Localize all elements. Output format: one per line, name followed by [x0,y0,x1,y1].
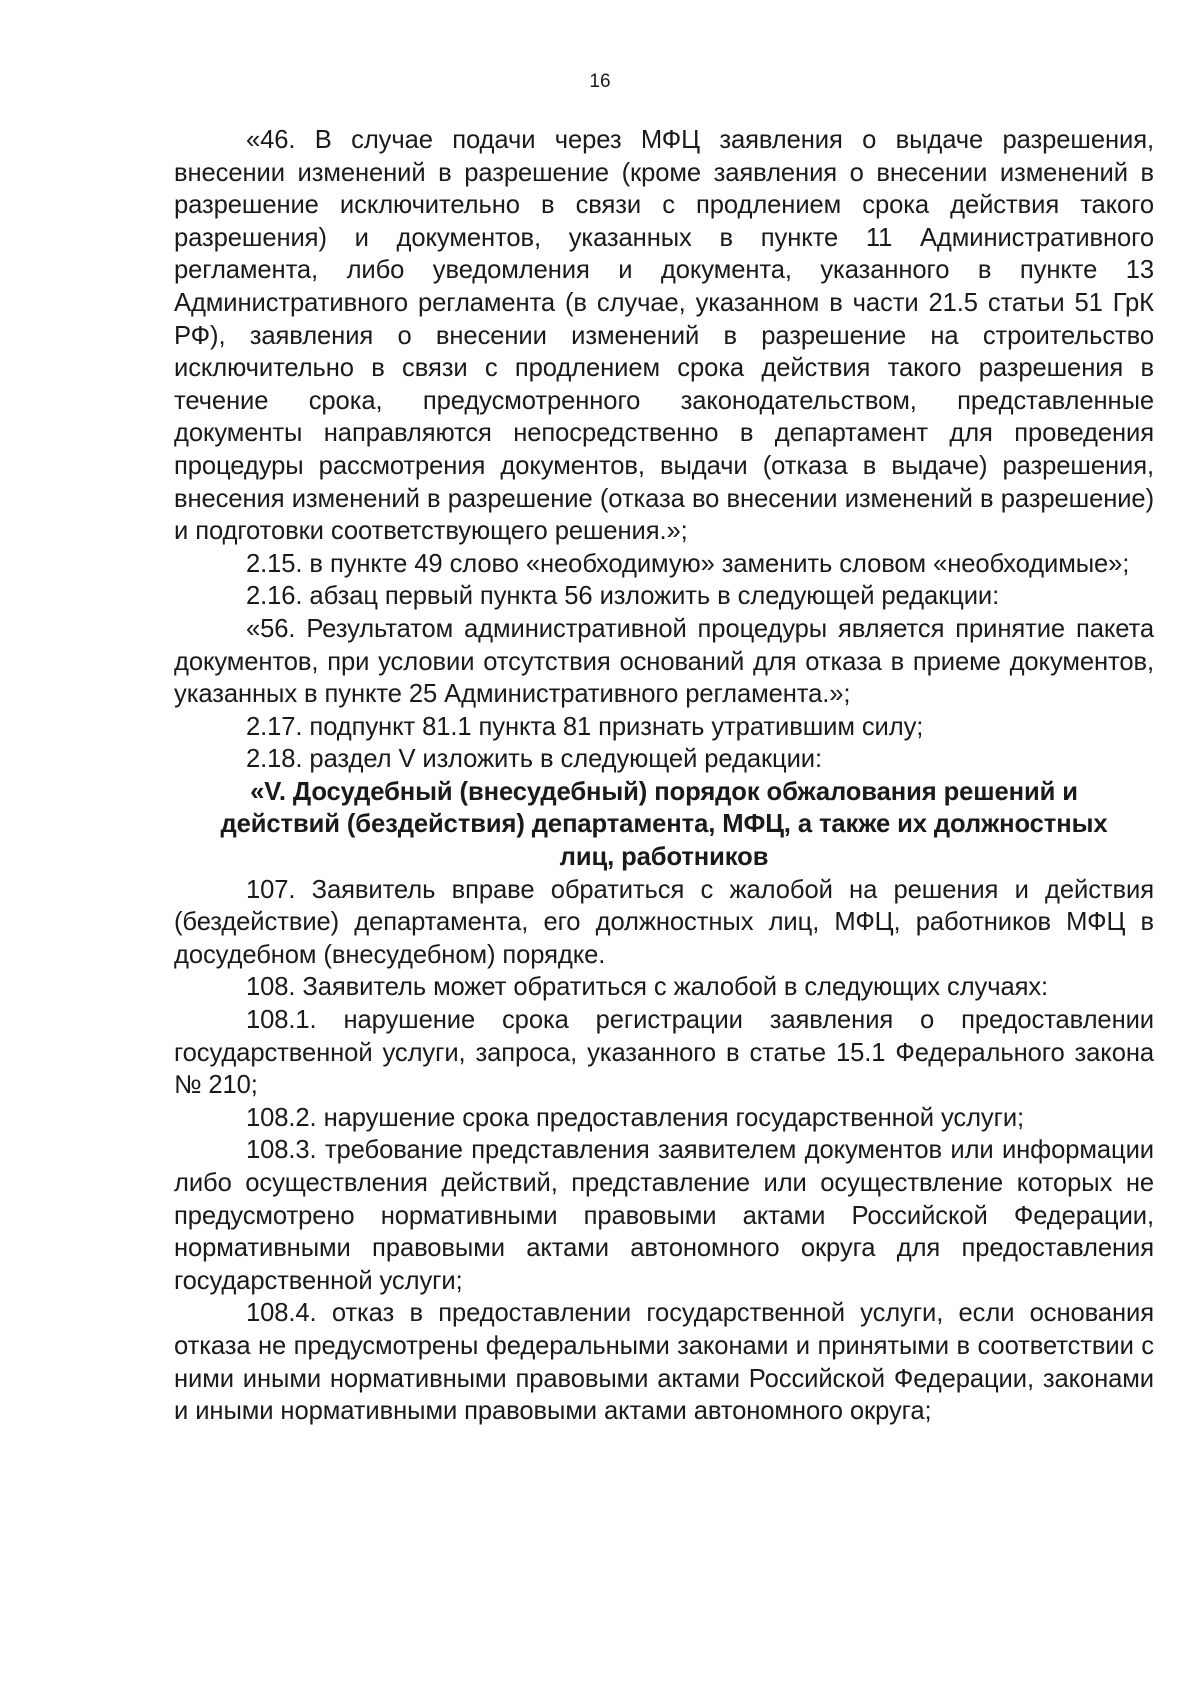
paragraph-56: «56. Результатом административной процедуры является принятие пакета документов, при условии отсутствия оснований для отказа в приеме документов, указанных в пункте 25 Административного регламента.»; [174,614,1154,709]
paragraph-2-15: 2.15. в пункте 49 слово «необходимую» заменить словом «необходимые»; [246,549,1130,578]
paragraph-2-18: 2.18. раздел V изложить в следующей редакции: [246,745,823,774]
paragraph-46: «46. В случае подачи через МФЦ заявления о выдаче разрешения, внесении изменений в разрешение (кроме заявления о внесении изменений в разрешение исключительно в связи с продлением срока действия такого разрешения) и документов, указанных в пункте 11 Административного регламента, либо уведомления и документа, указанного в пункте 13 Административного регламента (в случае, указанном в части 21.5 статьи 51 ГрК РФ), заявления о внесении изменений в разрешение на строительство исключительно в связи с продлением срока действия такого разрешения в течение срока, предусмотренного законодательством, представленные документы направляются непосредственно в департамент для проведения процедуры рассмотрения документов, выдачи (отказа в выдаче) разрешения, внесения изменений в разрешение (отказа во внесении изменений в разрешение) и подготовки соответствующего решения.»; [174,126,1154,546]
paragraph-2-16: 2.16. абзац первый пункта 56 изложить в следующей редакции: [246,582,1000,611]
paragraph-108: 108. Заявитель может обратиться с жалобой в следующих случаях: [246,973,1049,1002]
paragraph-2-17: 2.17. подпункт 81.1 пункта 81 признать утратившим силу; [246,712,924,741]
paragraph-108-2: 108.2. нарушение срока предоставления государственной услуги; [246,1103,1025,1132]
page-number: 16 [589,71,611,92]
paragraph-108-3: 108.3. требование представления заявителем документов или информации либо осуществления действий, представление или осуществление которых не предусмотрено нормативными правовыми актами Российской Федерации, нормативными правовыми актами автономного округа для предоставления государственной услуги; [174,1136,1154,1295]
document-body [174,124,1154,1428]
section-heading: «V. Досудебный (внесудебный) порядок обжалования решений и действий (бездействия) департамента, МФЦ, а также их должностных лиц, работников [220,777,1108,872]
paragraph-107: 107. Заявитель вправе обратиться с жалобой на решения и действия (бездействие) департамента, его должностных лиц, МФЦ, работников МФЦ в досудебном (внесудебном) порядке. [174,875,1154,969]
paragraph-108-4: 108.4. отказ в предоставлении государственной услуги, если основания отказа не предусмотрены федеральными законами и принятыми в соответствии с ними иными нормативными правовыми актами Российской Федерации, законами и иными нормативными правовыми актами автономного округа; [174,1299,1154,1426]
paragraph-108-1: 108.1. нарушение срока регистрации заявления о предоставлении государственной услуги, запроса, указанного в статье 15.1 Федерального закона № 210; [174,1006,1154,1100]
